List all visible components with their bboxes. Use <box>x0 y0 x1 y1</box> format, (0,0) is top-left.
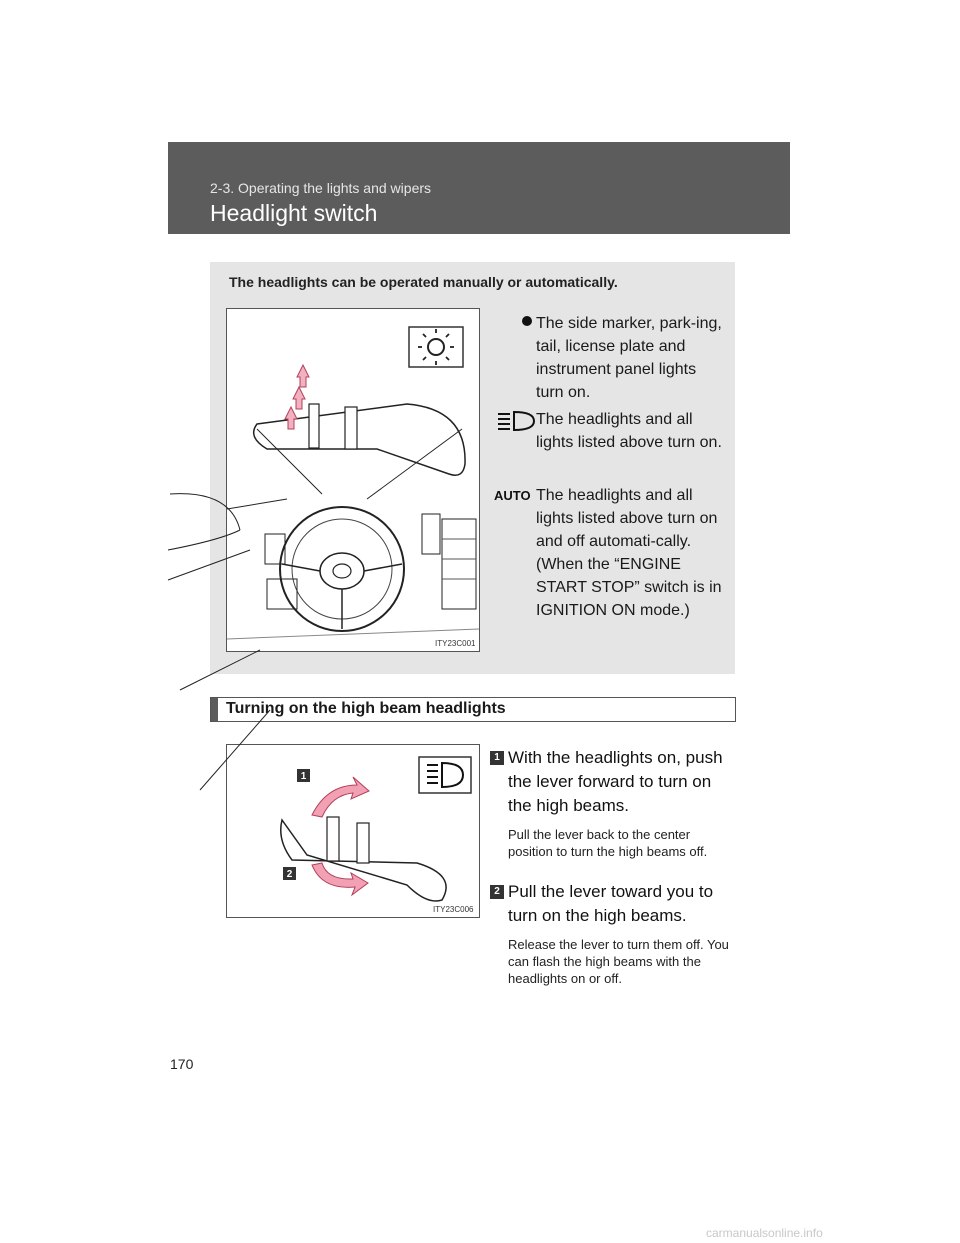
svg-text:1: 1 <box>300 771 307 782</box>
illustration-code: ITY23C006 <box>433 905 474 914</box>
step-text: With the headlights on, push the lever forward to turn on the high beams. <box>508 748 723 815</box>
auto-symbol: AUTO <box>494 488 531 503</box>
step-number: 1 <box>490 751 504 765</box>
mode-text: The side marker, park-ing, tail, license plate and instrument panel lights turn on. <box>536 315 722 401</box>
step-number: 2 <box>490 885 504 899</box>
illustration-code: ITY23C001 <box>435 639 476 648</box>
subsection-bar <box>210 697 736 722</box>
page-title: Headlight switch <box>210 200 378 226</box>
mode-text: The headlights and all lights listed above turn on. <box>536 411 722 451</box>
svg-text:2: 2 <box>286 869 293 880</box>
section-label: 2-3. Operating the lights and wipers <box>210 180 432 196</box>
intro-text: The headlights can be operated manually or automatically. <box>229 274 618 290</box>
scan-artifact-lines <box>160 480 280 800</box>
mode-text: The headlights and all lights listed above turn on and off automati-cally. <box>536 487 718 550</box>
step-text: Pull the lever toward you to turn on the high beams. <box>508 882 714 925</box>
subsection-title: Turning on the high beam headlights <box>226 700 506 717</box>
page-number: 170 <box>170 1056 194 1072</box>
step-note: Pull the lever back to the center position to turn the high beams off. <box>508 827 708 859</box>
headlight-icon <box>496 410 536 437</box>
step-note: Release the lever to turn them off. You can flash the high beams with the headlights on or off. <box>508 937 729 986</box>
side-marker-icon <box>520 312 534 331</box>
watermark: carmanualsonline.info <box>706 1226 823 1240</box>
step-1 <box>490 746 730 860</box>
step-2 <box>490 880 730 987</box>
mode-note: (When the “ENGINE START STOP” switch is in IGNITION ON mode.) <box>536 556 722 619</box>
